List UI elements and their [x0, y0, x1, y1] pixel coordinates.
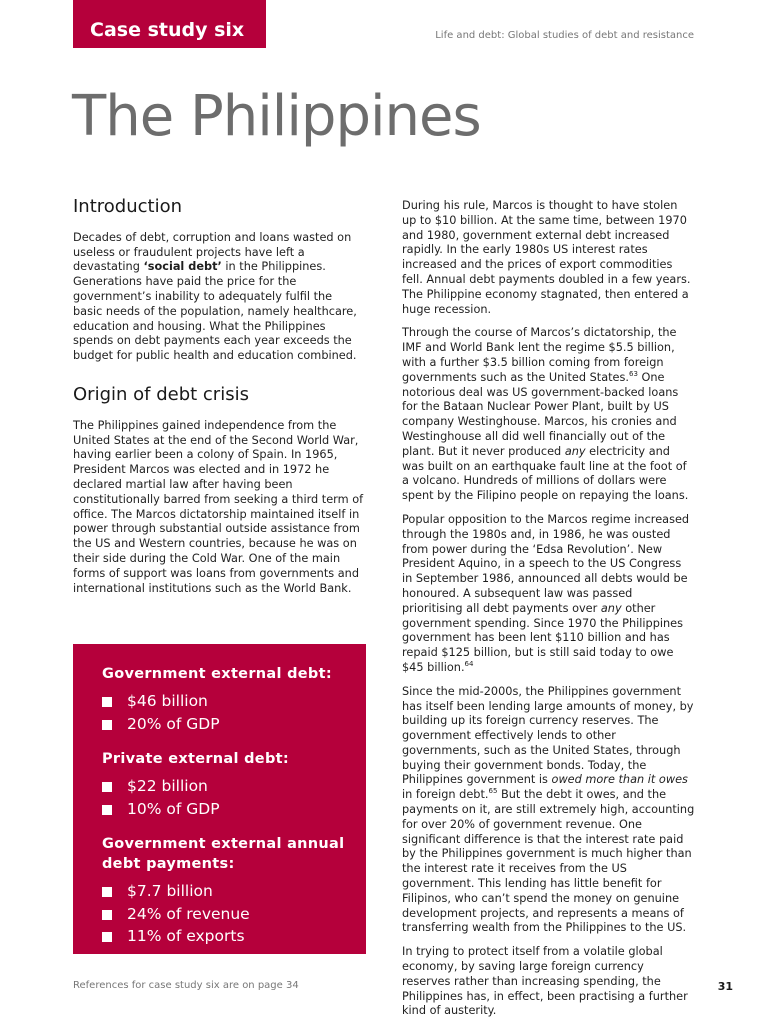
list-item: 11% of exports [102, 925, 356, 948]
emphasis: owed more than it owes [551, 773, 688, 787]
paragraph-imf-loans [402, 326, 695, 504]
paragraph-lending [402, 685, 695, 937]
text-run: electricity and was built on an earthquake fault line at the foot of a volcano. Hundreds of millions of dollars were spent by the Filipino people on repaying the loans. [402, 444, 689, 503]
text-run: But the debt it owes, and the payments on it, are still extremely high, accounting for over 20% of government revenue. One significant difference is that the interest rate paid by the Philippines government is much higher than the interest rate it receives from the US government. This lending has little benefit for Filipinos, who can’t spend the money on genuine development projects, and represents a means of transferring wealth from the Philippines to the US. [402, 788, 695, 935]
private-debt-heading: Private external debt: [102, 751, 289, 767]
right-column [402, 199, 695, 1028]
section-tab [73, 0, 266, 48]
list-item: 24% of revenue [102, 903, 356, 926]
text-run: Popular opposition to the Marcos regime increased through the 1980s and, in 1986, he was ousted from power during the ‘Edsa Revolution’. New President Aquino, in a speech to the US Congress in September 1986, announced all debts would be honoured. A subsequent law was passed prioritising all debt payments over [402, 512, 690, 615]
section-tab-label: Case study six [90, 19, 245, 41]
origin-paragraph: The Philippines gained independence from the United States at the end of the Second World War, having earlier been a colony of Spain. In 1965, President Marcos was elected and in 1972 he declared martial law after having been constitutionally barred from seeking a third term of office. The Marcos dictatorship maintained itself in power through substantial outside assistance from the US and Western countries, because he was on their side during the Cold War. One of the main forms of support was loans from governments and international institutions such as the World Bank. [73, 418, 364, 595]
text-run: One notorious deal was US government-backed loans for the Bataan Nuclear Power Plant, built by US company Westinghouse. Marcos, his cronies and Westinghouse all did well financially out of the plant. But it never produced [402, 370, 679, 458]
list-item: $46 billion [102, 690, 356, 713]
running-head: Life and debt: Global studies of debt and resistance [435, 30, 694, 41]
paragraph-marcos-rule: During his rule, Marcos is thought to have stolen up to $10 billion. At the same time, between 1970 and 1980, government external debt increased rapidly. In the early 1980s US interest rates increased and the prices of export commodities fell. Annual debt payments doubled in a few years. The Philippine economy stagnated, then entered a huge recession. [402, 199, 691, 316]
page-title: The Philippines [72, 84, 481, 149]
payments-heading: Government external annual debt payments: [102, 836, 345, 872]
left-column [73, 196, 365, 605]
footnote-ref: 64 [464, 660, 474, 669]
footnote-ref: 63 [628, 370, 638, 378]
references-note: References for case study six are on page 34 [73, 980, 299, 991]
list-item: 20% of GDP [102, 713, 356, 736]
gov-debt-heading: Government external debt: [102, 666, 332, 682]
private-debt-list [102, 775, 356, 820]
paragraph-austerity: In trying to protect itself from a volatile global economy, by saving large foreign currency reserves rather than increasing spending, the Philippines has, in effect, been practising a further kind of austerity. [402, 945, 688, 1018]
intro-text-a: Decades of debt, corruption and loans wasted on useless or fraudulent projects have left a devastating [73, 230, 352, 274]
social-debt-term: ‘social debt’ [143, 260, 222, 274]
paragraph-opposition [402, 513, 695, 676]
list-item: $22 billion [102, 775, 356, 798]
text-run: Since the mid-2000s, the Philippines government has itself been lending large amounts of money, by building up its foreign currency reserves. The government effectively lends to other governments, such as the United States, through buying their government bonds. Today, the Philippines government is [402, 684, 694, 787]
list-item: 10% of GDP [102, 798, 356, 821]
debt-facts-box [73, 644, 366, 954]
text-run: Through the course of Marcos’s dictatorship, the IMF and World Bank lent the regime $5.5 billion, with a further $3.5 billion coming from foreign governments such as the United States. [402, 326, 677, 384]
text-run: other government spending. Since 1970 the Philippines government has been lent $110 billion and has repaid $125 billion, but is still said today to owe $45 billion. [402, 601, 684, 674]
list-item: $7.7 billion [102, 880, 356, 903]
emphasis: any [600, 601, 622, 615]
intro-text-b: in the Philippines. Generations have paid the price for the government’s inability to adequately fulfil the basic needs of the population, namely healthcare, education and housing. What the Philippines spends on debt payments each year exceeds the budget for public health and education combined. [73, 260, 357, 363]
payments-list [102, 880, 356, 948]
emphasis: any [564, 444, 586, 458]
page-number: 31 [717, 980, 733, 993]
intro-heading: Introduction [73, 196, 183, 217]
text-run: in foreign debt. [402, 788, 489, 802]
origin-heading: Origin of debt crisis [73, 383, 249, 405]
gov-debt-list [102, 690, 356, 735]
intro-paragraph [73, 231, 365, 364]
footnote-ref: 65 [488, 787, 498, 796]
